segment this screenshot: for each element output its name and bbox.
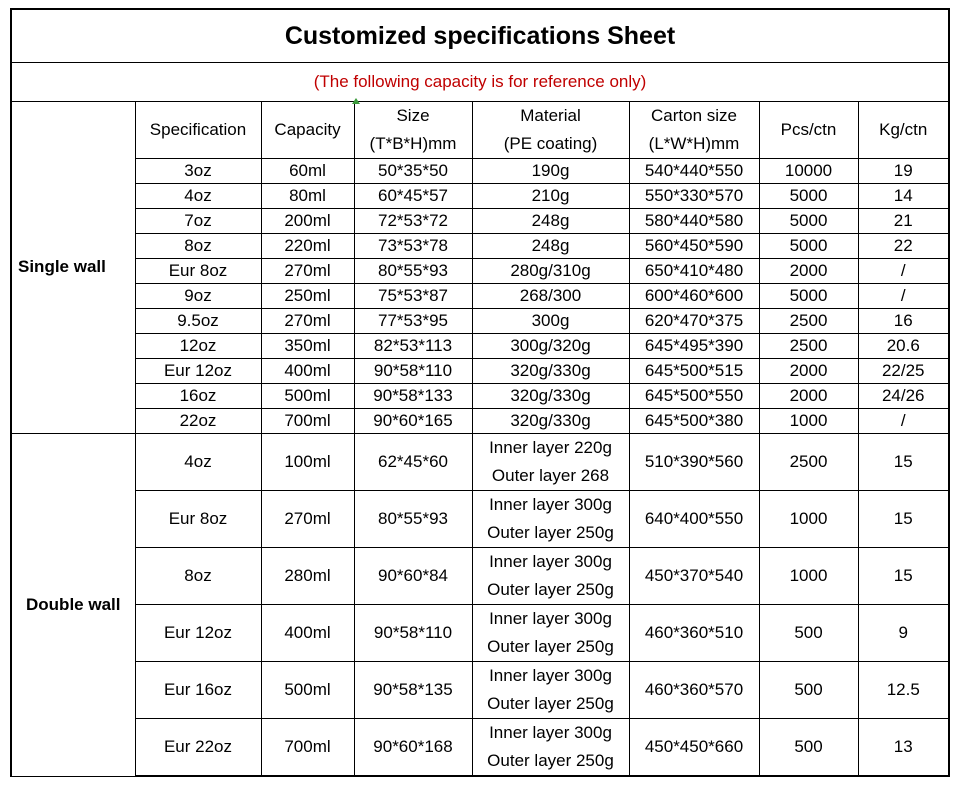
cell-carton: 645*500*515 [629,359,759,384]
cell-material: 190g [472,159,629,184]
cell-spec: 3oz [135,159,261,184]
reference-note: (The following capacity is for reference only) [11,63,949,102]
cell-pcs: 500 [759,605,858,662]
sheet-title: Customized specifications Sheet [11,9,949,63]
cell-kg: 13 [858,719,949,777]
cell-kg: 22 [858,234,949,259]
cell-size: 77*53*95 [354,309,472,334]
cell-spec: 12oz [135,334,261,359]
cell-pcs: 1000 [759,548,858,605]
cell-material [472,491,629,548]
cell-kg: 14 [858,184,949,209]
material-outer: Outer layer 250g [487,637,614,656]
table-row [11,234,949,259]
cell-pcs: 2000 [759,359,858,384]
cell-carton: 550*330*570 [629,184,759,209]
cell-size: 90*58*135 [354,662,472,719]
cell-spec: Eur 12oz [135,605,261,662]
cell-pcs: 2000 [759,259,858,284]
cell-kg: 21 [858,209,949,234]
cell-spec: 4oz [135,184,261,209]
header-kg-ctn: Kg/ctn [858,102,949,159]
cell-capacity: 270ml [261,259,354,284]
cell-pcs: 500 [759,662,858,719]
material-inner: Inner layer 300g [489,723,612,742]
cell-capacity: 400ml [261,605,354,662]
cell-material [472,605,629,662]
cell-carton: 580*440*580 [629,209,759,234]
cell-size: 62*45*60 [354,434,472,491]
cell-material: 320g/330g [472,359,629,384]
cell-capacity: 700ml [261,719,354,777]
cell-kg: 24/26 [858,384,949,409]
table-row [11,209,949,234]
cell-carton: 620*470*375 [629,309,759,334]
cell-capacity: 80ml [261,184,354,209]
cell-pcs: 2500 [759,434,858,491]
cell-kg: 15 [858,434,949,491]
cell-spec: 7oz [135,209,261,234]
header-pcs-ctn: Pcs/ctn [759,102,858,159]
cell-material: 210g [472,184,629,209]
cell-carton: 460*360*570 [629,662,759,719]
material-outer: Outer layer 250g [487,580,614,599]
cell-kg: 19 [858,159,949,184]
cell-kg: / [858,284,949,309]
cell-size: 90*58*110 [354,605,472,662]
cell-material: 248g [472,234,629,259]
cell-pcs: 10000 [759,159,858,184]
spec-sheet [10,8,948,777]
cell-carton: 645*500*380 [629,409,759,434]
cell-capacity: 250ml [261,284,354,309]
header-material [472,102,629,159]
cell-capacity: 280ml [261,548,354,605]
cell-material: 300g [472,309,629,334]
cell-material [472,662,629,719]
cell-size: 73*53*78 [354,234,472,259]
header-carton-line1: Carton size [651,106,737,125]
table-row [11,359,949,384]
cell-kg: / [858,259,949,284]
table-row [11,434,949,491]
cell-capacity: 220ml [261,234,354,259]
cell-material [472,719,629,777]
header-capacity: Capacity [261,102,354,159]
table-row [11,605,949,662]
cell-capacity: 500ml [261,662,354,719]
cell-carton: 450*450*660 [629,719,759,777]
cell-kg: 16 [858,309,949,334]
group-label-double-wall: Double wall [11,434,135,777]
table-row [11,719,949,777]
cell-carton: 645*500*550 [629,384,759,409]
cell-carton: 460*360*510 [629,605,759,662]
table-row [11,334,949,359]
cell-spec: Eur 8oz [135,259,261,284]
cell-size: 72*53*72 [354,209,472,234]
cell-pcs: 2500 [759,309,858,334]
table-row [11,548,949,605]
cell-spec: Eur 16oz [135,662,261,719]
table-row [11,159,949,184]
cell-material: 320g/330g [472,409,629,434]
material-inner: Inner layer 300g [489,666,612,685]
cell-capacity: 100ml [261,434,354,491]
table-row [11,284,949,309]
cell-pcs: 5000 [759,209,858,234]
cell-pcs: 500 [759,719,858,777]
cell-spec: Eur 22oz [135,719,261,777]
cell-spec: 16oz [135,384,261,409]
cell-size: 90*60*165 [354,409,472,434]
cell-kg: 15 [858,491,949,548]
cell-capacity: 270ml [261,309,354,334]
cell-size: 90*60*168 [354,719,472,777]
cell-capacity: 500ml [261,384,354,409]
cell-size: 90*58*133 [354,384,472,409]
cell-pcs: 1000 [759,491,858,548]
cell-material: 248g [472,209,629,234]
group-label-single-wall: Single wall [11,102,135,434]
cell-material: 300g/320g [472,334,629,359]
table-row [11,309,949,334]
cell-kg: / [858,409,949,434]
cell-material: 280g/310g [472,259,629,284]
cell-capacity: 270ml [261,491,354,548]
cell-pcs: 5000 [759,284,858,309]
cell-carton: 600*460*600 [629,284,759,309]
cell-material: 320g/330g [472,384,629,409]
cell-spec: 4oz [135,434,261,491]
header-row [11,102,949,159]
cell-pcs: 5000 [759,234,858,259]
cell-size: 90*60*84 [354,548,472,605]
cell-carton: 640*400*550 [629,491,759,548]
header-size [354,102,472,159]
header-size-line1: Size [396,106,430,125]
header-carton-size [629,102,759,159]
material-outer: Outer layer 250g [487,751,614,770]
material-outer: Outer layer 250g [487,523,614,542]
table-row [11,184,949,209]
cell-spec: Eur 12oz [135,359,261,384]
material-inner: Inner layer 300g [489,609,612,628]
cell-carton: 560*450*590 [629,234,759,259]
cell-spec: 9oz [135,284,261,309]
cell-size: 60*45*57 [354,184,472,209]
cell-capacity: 400ml [261,359,354,384]
table-row [11,662,949,719]
cell-capacity: 200ml [261,209,354,234]
material-inner: Inner layer 300g [489,495,612,514]
cell-spec: 8oz [135,234,261,259]
cell-kg: 9 [858,605,949,662]
cell-material [472,434,629,491]
cell-capacity: 60ml [261,159,354,184]
cell-carton: 510*390*560 [629,434,759,491]
header-material-line1: Material [520,106,581,125]
material-inner: Inner layer 300g [489,552,612,571]
header-size-line2: (T*B*H)mm [369,134,457,153]
table-row [11,384,949,409]
material-inner: Inner layer 220g [489,438,612,457]
cell-material: 268/300 [472,284,629,309]
cell-size: 90*58*110 [354,359,472,384]
material-outer: Outer layer 268 [491,466,610,485]
cell-size: 80*55*93 [354,259,472,284]
cell-spec: 8oz [135,548,261,605]
table-row [11,491,949,548]
header-specification: Specification [135,102,261,159]
table-row [11,259,949,284]
cell-carton: 450*370*540 [629,548,759,605]
cell-marker-icon [352,98,360,104]
cell-pcs: 5000 [759,184,858,209]
cell-kg: 15 [858,548,949,605]
cell-pcs: 2500 [759,334,858,359]
cell-spec: 9.5oz [135,309,261,334]
material-outer: Outer layer 250g [487,694,614,713]
cell-kg: 12.5 [858,662,949,719]
cell-size: 82*53*113 [354,334,472,359]
cell-pcs: 1000 [759,409,858,434]
cell-carton: 645*495*390 [629,334,759,359]
cell-spec: 22oz [135,409,261,434]
cell-material [472,548,629,605]
cell-size: 50*35*50 [354,159,472,184]
header-material-line2: (PE coating) [503,134,598,153]
cell-carton: 540*440*550 [629,159,759,184]
spec-table [10,8,950,777]
cell-spec: Eur 8oz [135,491,261,548]
table-row [11,409,949,434]
cell-pcs: 2000 [759,384,858,409]
header-carton-line2: (L*W*H)mm [648,134,740,153]
cell-capacity: 350ml [261,334,354,359]
cell-carton: 650*410*480 [629,259,759,284]
cell-capacity: 700ml [261,409,354,434]
cell-size: 75*53*87 [354,284,472,309]
cell-size: 80*55*93 [354,491,472,548]
cell-kg: 20.6 [858,334,949,359]
cell-kg: 22/25 [858,359,949,384]
